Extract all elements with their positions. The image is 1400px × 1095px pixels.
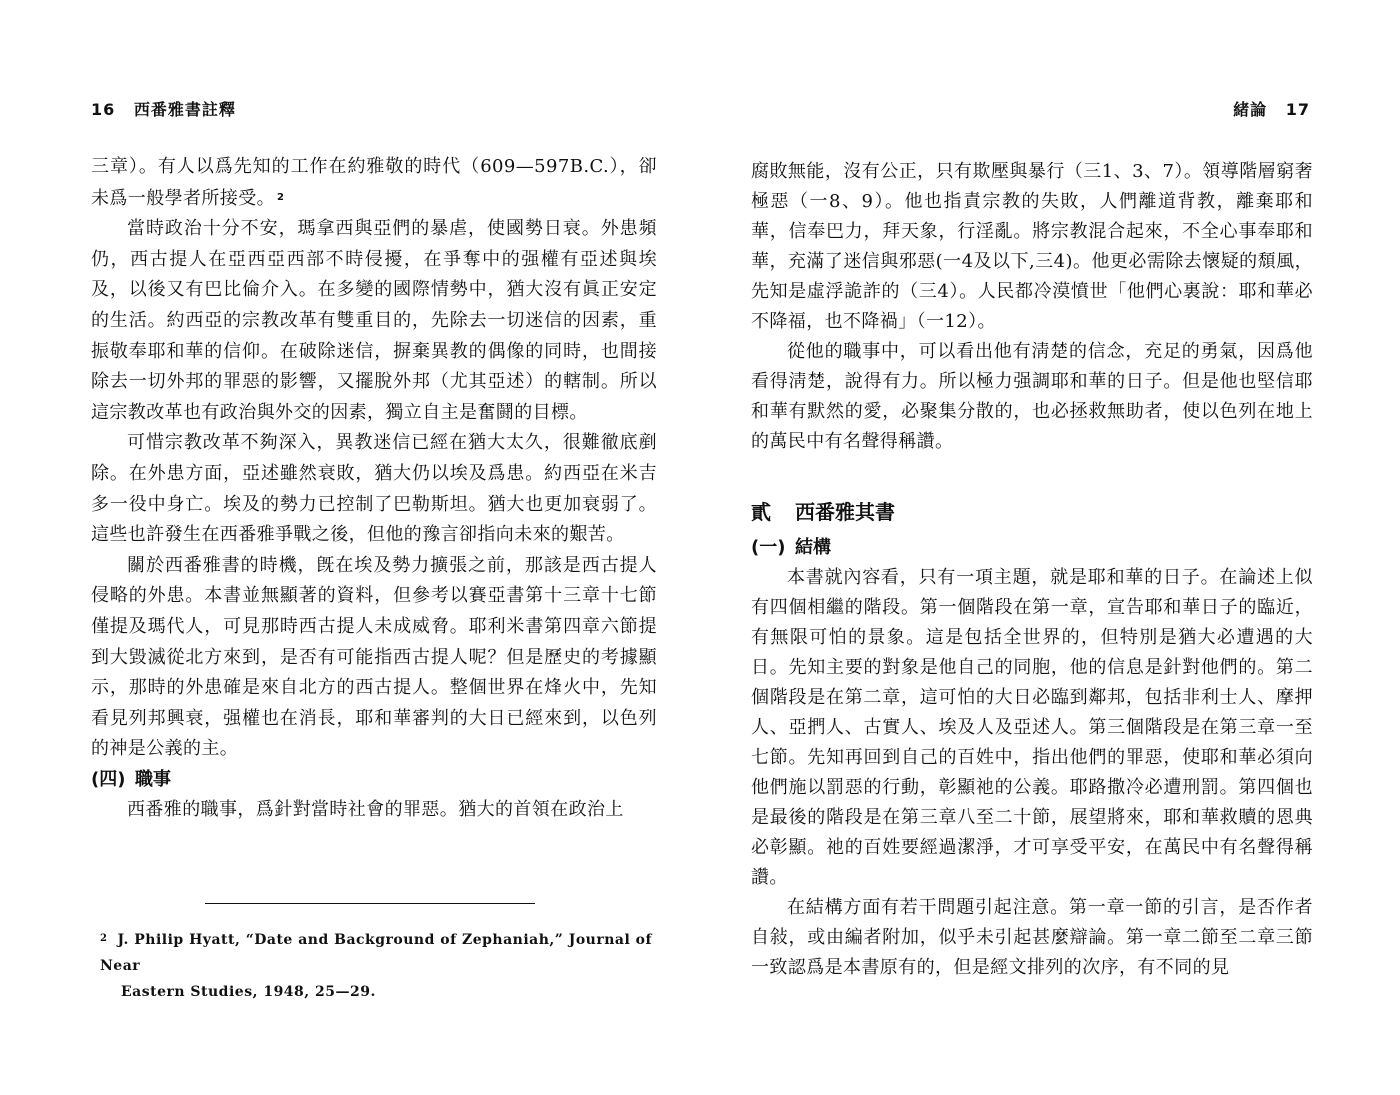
paragraph: 在結構方面有若干問題引起注意。第一章一節的引言，是否作者自敍，或由編者附加，似乎未引起甚麼辯論。第一章二節至二章三節一致認爲是本書原有的，但是經文排列的次序，有不同的見 <box>751 897 1313 978</box>
right-running-head <box>1233 97 1310 120</box>
footnote-line: J. Philip Hyatt, “Date and Background of Zephaniah,” Journal of Near <box>100 932 653 974</box>
paragraph: 從他的職事中，可以看出他有淸楚的信念，充足的勇氣，因爲他看得淸楚，說得有力。所以極力强調耶和華的日子。但是他也堅信耶和華有默然的愛，必聚集分散的，也必拯救無助者，使以色列在地上的萬民中有名聲得稱讚。 <box>751 341 1313 452</box>
section-number: (一) <box>751 537 786 558</box>
section-running-title: 緒論 <box>1233 100 1268 119</box>
section-number: (四) <box>91 768 126 790</box>
footnote-divider <box>205 903 535 904</box>
paragraph: 關於西番雅書的時機，旣在埃及勢力擴張之前，那該是西古提人侵略的外患。本書並無顯著的資料，但參考以賽亞書第十三章十七節僅提及瑪代人，可見那時西古提人未成威脅。耶利米書第四章六節提到大毀滅從北方來到，是否有可能指西古提人呢？但是歷史的考據顯示，那時的外患確是來自北方的西古提人。整個世界在烽火中，先知看見列邦興衰，强權也在消長，耶和華審判的大日已經來到，以色列的神是公義的主。 <box>91 554 657 760</box>
section-title: 職事 <box>135 768 171 790</box>
chapter-title: 西番雅其書 <box>795 500 895 524</box>
footnote-line: Eastern Studies, 1948, 25—29. <box>121 984 376 1000</box>
footnote <box>100 926 660 1005</box>
paragraph: 三章）。有人以爲先知的工作在約雅敬的時代（609—597B.C.），卻未爲一般學者所接受。 $^2$ <box>91 156 657 209</box>
chapter-heading <box>751 497 1313 527</box>
right-page <box>700 0 1400 1095</box>
footnote-reference[interactable]: 2 <box>277 191 285 203</box>
chapter-number: 貳 <box>751 500 771 524</box>
paragraph: 可惜宗教改革不夠深入，異教迷信已經在猶大太久，很難徹底剷除。在外患方面，亞述雖然衰敗，猶大仍以埃及爲患。約西亞在米吉多一役中身亡。埃及的勢力已控制了巴勒斯坦。猶大也更加衰弱了。這些也許發生在西番雅爭戰之後，但他的豫言卻指向未來的艱苦。 <box>91 432 657 546</box>
page-number: 17 <box>1285 100 1310 119</box>
left-running-head <box>91 97 236 120</box>
section-heading <box>751 533 1313 563</box>
paragraph: 腐敗無能，沒有公正，只有欺壓與暴行（三1、3、7）。領導階層窮奢極惡（一8、9）。他也指責宗教的失敗，人們離道背教，離棄耶和華，信奉巴力，拜天象，行淫亂。將宗教混合起來，不全心事奉耶和華，充滿了迷信與邪惡(一4及以下,三4)。他更必需除去懷疑的頹風，先知是虛浮詭詐的（三4）。人民都冷漠憤世「他們心裏說：耶和華必不降福，也不降禍」（一12）。 <box>751 161 1313 332</box>
paragraph: 本書就內容看，只有一項主題，就是耶和華的日子。在論述上似有四個相繼的階段。第一個階段在第一章，宣告耶和華日子的臨近，有無限可怕的景象。這是包括全世界的，但特別是猶大必遭遇的大日。先知主要的對象是他自己的同胞，他的信息是針對他們的。第二個階段是在第二章，這可怕的大日必臨到鄰邦，包括非利士人、摩押人、亞捫人、古實人、埃及人及亞述人。第三個階段是在第三章一至七節。先知再回到自己的百姓中，指出他們的罪惡，使耶和華必須向他們施以罰惡的行動，彰顯祂的公義。耶路撒冷必遭刑罰。第四個也是最後的階段是在第三章八至二十節，展望將來，耶和華救贖的恩典必彰顯。祂的百姓要經過潔淨，才可享受平安，在萬民中有名聲得稱讚。 <box>751 567 1313 888</box>
page-number: 16 <box>91 100 116 119</box>
paragraph: 當時政治十分不安，瑪拿西與亞們的暴虐，使國勢日衰。外患頻仍，西古提人在亞西亞西部不時侵擾，在爭奪中的强權有亞述與埃及，以後又有巴比倫介入。在多變的國際情勢中，猶大沒有眞正安定的生活。約西亞的宗教改革有雙重目的，先除去一切迷信的因素，重振敬奉耶和華的信仰。在破除迷信，摒棄異教的偶像的同時，也間接除去一切外邦的罪惡的影響，又擺脫外邦（尤其亞述）的轄制。所以這宗教改革也有政治與外交的因素，獨立自主是奮鬪的目標。 <box>91 218 657 423</box>
section-heading <box>91 765 657 795</box>
left-body <box>91 152 657 825</box>
paragraph: 西番雅的職事，爲針對當時社會的罪惡。猶大的首領在政治上 <box>127 798 624 820</box>
footnote-marker: 2 <box>100 933 108 944</box>
right-body <box>751 157 1313 983</box>
section-title: 結構 <box>795 537 831 558</box>
book-title: 西番雅書註釋 <box>133 100 236 119</box>
